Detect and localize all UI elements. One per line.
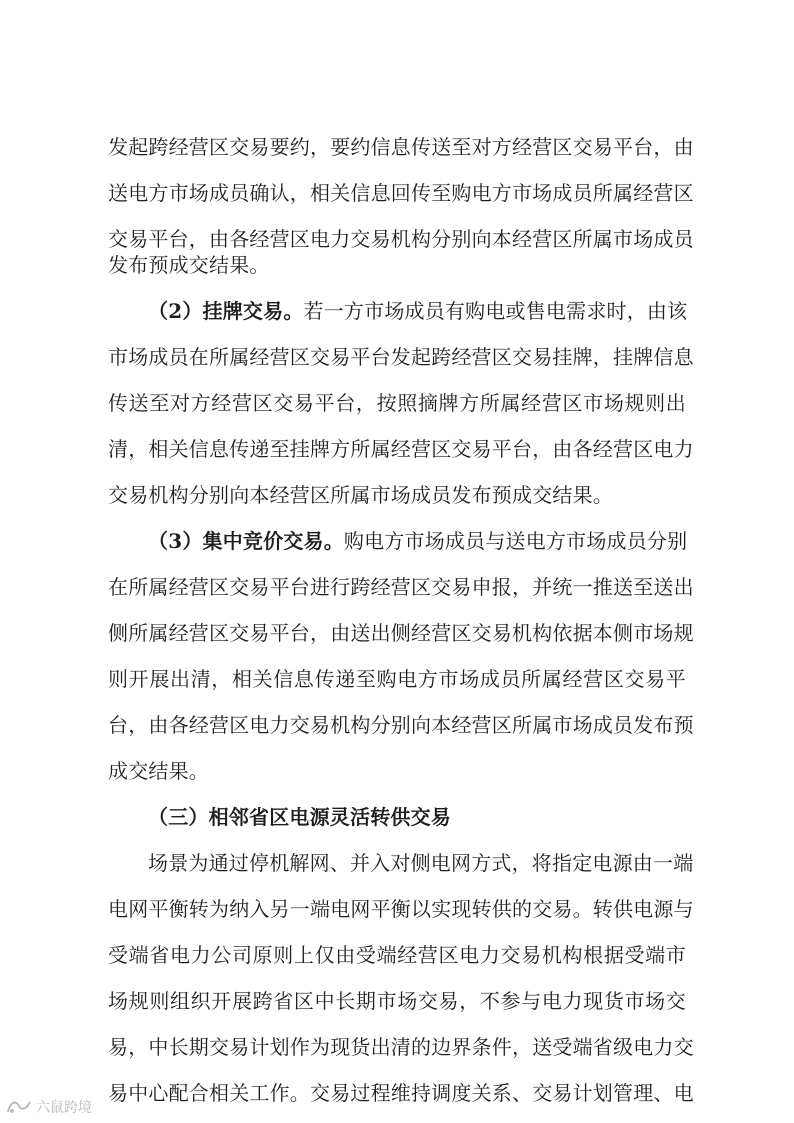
paragraph-line: 场规则组织开展跨省区中长期市场交易，不参与电力现货市场交 xyxy=(108,989,686,1013)
paragraph-line: 易中心配合相关工作。交易过程维持调度关系、交易计划管理、电 xyxy=(108,1081,694,1105)
paragraph-first-line: 场景为通过停机解网、并入对侧电网方式，将指定电源由一端 xyxy=(148,851,694,875)
paragraph-line: 交易平台，由各经营区电力交易机构分别向本经营区所属市场成员 xyxy=(108,227,694,251)
item-text: 若一方市场成员有购电或售电需求时，由该 xyxy=(303,299,688,323)
watermark-text: 六鼠跨境 xyxy=(36,1100,92,1116)
item-label: （2）挂牌交易。 xyxy=(148,299,304,323)
section-heading: （三）相邻省区电源灵活转供交易 xyxy=(148,805,451,829)
paragraph-first-line xyxy=(148,297,686,325)
paragraph-line: 则开展出清，相关信息传递至购电方市场成员所属经营区交易平 xyxy=(108,667,686,691)
paragraph-line: 清，相关信息传递至挂牌方所属经营区交易平台，由各经营区电力 xyxy=(108,437,694,461)
paragraph-line: 传送至对方经营区交易平台，按照摘牌方所属经营区市场规则出 xyxy=(108,391,686,415)
paragraph-line: 易，中长期交易计划作为现货出清的边界条件，送受端省级电力交 xyxy=(108,1035,694,1059)
paragraph-line: 在所属经营区交易平台进行跨经营区交易申报，并统一推送至送出 xyxy=(108,575,694,599)
item-text: 购电方市场成员与送电方市场成员分别 xyxy=(343,529,688,553)
paragraph-line: 电网平衡转为纳入另一端电网平衡以实现转供的交易。转供电源与 xyxy=(108,897,694,921)
paragraph-line: 受端省电力公司原则上仅由受端经营区电力交易机构根据受端市 xyxy=(108,943,686,967)
paragraph-line: 市场成员在所属经营区交易平台发起跨经营区交易挂牌，挂牌信息 xyxy=(108,345,694,369)
paragraph-line: 成交结果。 xyxy=(108,759,209,783)
paragraph-line: 侧所属经营区交易平台，由送出侧经营区交易机构依据本侧市场规 xyxy=(108,621,694,645)
item-label: （3）集中竞价交易。 xyxy=(148,529,344,553)
paragraph-first-line xyxy=(148,527,686,555)
watermark-logo-icon xyxy=(6,1098,32,1116)
paragraph-line: 交易机构分别向本经营区所属市场成员发布预成交结果。 xyxy=(108,483,613,507)
paragraph-line: 送电方市场成员确认，相关信息回传至购电方市场成员所属经营区 xyxy=(108,181,694,205)
paragraph-line: 发布预成交结果。 xyxy=(108,253,270,277)
watermark xyxy=(6,1096,92,1118)
paragraph-line: 发起跨经营区交易要约，要约信息传送至对方经营区交易平台，由 xyxy=(108,135,694,159)
paragraph-line: 台，由各经营区电力交易机构分别向本经营区所属市场成员发布预 xyxy=(108,713,694,737)
